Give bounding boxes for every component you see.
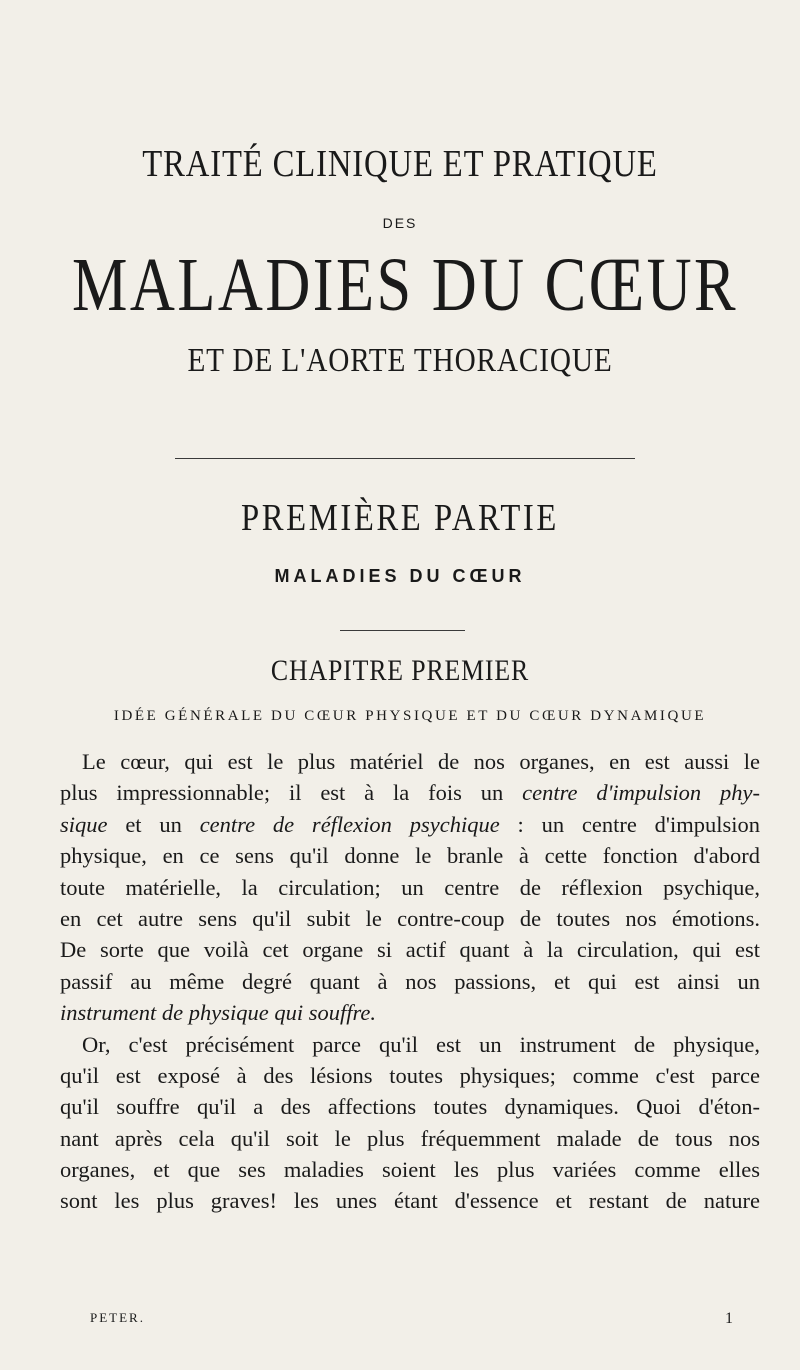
text-line: passif au même degré quant à nos passions, et qui est ainsi un [60,968,760,994]
short-divider-rule [340,630,465,631]
chapter-title: CHAPITRE PREMIER [270,654,530,687]
text-line: qu'il souffre qu'il a des affections toutes dynamiques. Quoi d'éton- [60,1094,760,1120]
page-number: 1 [725,1310,735,1327]
part-title: PREMIÈRE PARTIE [241,497,559,539]
body-text [60,746,760,1217]
text-line: nant après cela qu'il soit le plus fréquemment malade de tous nos [60,1125,760,1151]
chapter-subtitle: IDÉE GÉNÉRALE DU CŒUR PHYSIQUE ET DU CŒUR DYNAMIQUE [113,708,707,724]
text-line: qu'il est exposé à des lésions toutes physiques; comme c'est parce [60,1062,760,1088]
main-title: MALADIES DU CŒUR [72,243,739,327]
title-connector: DES [382,215,418,231]
text-line: sique et un centre de réflexion psychique : un centre d'impulsion [60,811,760,837]
text-line: Le cœur, qui est le plus matériel de nos organes, en est aussi le [82,749,760,774]
signature-mark: PETER. [90,1310,145,1325]
text-line: organes, et que ses maladies soient les plus variées comme elles [60,1157,760,1183]
title-subtitle: ET DE L'AORTE THORACIQUE [187,342,613,379]
text-line: Or, c'est précisément parce qu'il est un instrument de physique, [82,1031,760,1057]
text-line: De sorte que voilà cet organe si actif quant à la circulation, qui est [60,937,760,963]
text-line: instrument de physique qui souffre. [60,1000,377,1026]
text-line: physique, en ce sens qu'il donne le branle à cette fonction d'abord [60,843,760,869]
text-line: en cet autre sens qu'il subit le contre-coup de toutes nos émotions. [60,905,760,931]
divider-rule [175,458,635,459]
part-subtitle: MALADIES DU CŒUR [274,566,526,586]
text-line: sont les plus graves! les unes étant d'essence et restant de nature [60,1188,760,1214]
treatise-title: TRAITÉ CLINIQUE ET PRATIQUE [142,143,658,185]
text-line: plus impressionnable; il est à la fois un centre d'impulsion phy- [60,780,760,806]
text-line: toute matérielle, la circulation; un centre de réflexion psychique, [60,874,760,900]
